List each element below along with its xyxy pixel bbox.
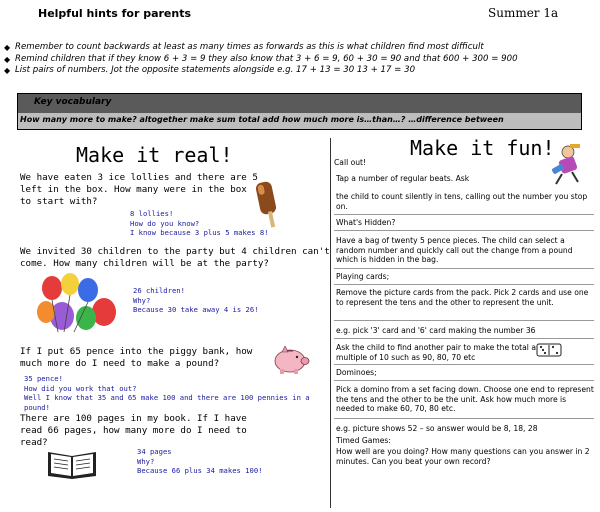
make-it-fun-heading: Make it fun! [410, 136, 555, 160]
party-balloons-icon [34, 272, 120, 338]
question-3: If I put 65 pence into the piggy bank, how much more do I need to make a pound? [20, 346, 253, 369]
call-out-instruction: Tap a number of regular beats. Ask [336, 174, 470, 183]
vocabulary-words: How many more to make? altogether make sum total add how much more is…than…? …difference between [20, 115, 504, 124]
game-whats-hidden: What's Hidden? [336, 218, 396, 227]
answer-line: Why? [133, 295, 151, 305]
answer-3 [24, 374, 330, 412]
divider [334, 268, 594, 269]
domino-icon [536, 342, 562, 356]
answer-line: Why? [137, 456, 155, 466]
answer-4 [137, 447, 307, 476]
divider [334, 320, 594, 321]
answer-2 [133, 286, 303, 315]
divider [334, 214, 594, 215]
playing-cards-followup: Ask the child to find another pair to make the total a multiple of 10 such as 90, 80, 70 etc [336, 343, 536, 362]
page-title: Helpful hints for parents [38, 7, 192, 20]
playing-cards-detail: Remove the picture cards from the pack. Pick 2 cards and use one to represent the tens and the other to represent the unit. [336, 288, 589, 307]
timed-games-detail: How well are you doing? How many questions can you answer in 2 minutes. Can you beat your own record? [336, 447, 590, 466]
answer-line: 34 pages [137, 447, 172, 456]
answer-1 [130, 209, 300, 238]
answer-line: Because 66 plus 34 makes 100! [137, 466, 263, 475]
game-call-out: Call out! [334, 158, 367, 167]
question-4: There are 100 pages in my book. If I have read 66 pages, how many more do I need to read? [20, 413, 247, 448]
hint-item: ◆ Remind children that if they know 6 + 3 = 9 they also know that 3 + 6 = 9, 60 + 30 = 90 and that 600 + 300 = 900 [4, 54, 596, 66]
answer-line: I know because 3 plus 5 makes 8! [130, 228, 269, 237]
call-out-detail: the child to count silently in tens, calling out the number you stop on. [336, 192, 588, 211]
hint-item: ◆ List pairs of numbers. Jot the opposite statements alongside e.g. 17 + 13 = 30 13 + 17 = 30 [4, 65, 596, 77]
open-book-icon [44, 446, 100, 480]
playing-cards-example: e.g. pick '3' card and '6' card making the number 36 [336, 326, 536, 335]
divider [334, 284, 594, 285]
divider [334, 380, 594, 381]
divider [334, 230, 594, 231]
answer-line: How did you work that out? [24, 383, 137, 393]
answer-line: 8 lollies! [130, 209, 174, 218]
hints-list [4, 42, 596, 77]
column-divider [330, 138, 331, 508]
game-dominoes: Dominoes; [336, 368, 377, 377]
whats-hidden-detail: Have a bag of twenty 5 pence pieces. The child can select a random number and quickly call out the change from a pound which is hidden in the bag. [336, 236, 573, 265]
game-timed: Timed Games: [336, 436, 391, 445]
piggy-bank-icon [270, 344, 312, 376]
divider [334, 418, 594, 419]
answer-line: How do you know? [130, 218, 200, 228]
divider [334, 338, 594, 339]
term-label: Summer 1a [488, 6, 559, 20]
answer-line: 35 pence! [24, 374, 63, 383]
dominoes-detail: Pick a domino from a set facing down. Choose one end to represent the tens and the other to be the unit. Ask how much more is needed to make 60, 70, 80 etc. [336, 385, 594, 414]
make-it-real-heading: Make it real! [76, 143, 233, 167]
answer-line: 26 children! [133, 286, 185, 295]
question-1: We have eaten 3 ice lollies and there are 5 left in the box. How many were in the box to start with? [20, 172, 258, 207]
vocabulary-label: Key vocabulary [34, 97, 112, 107]
dominoes-example: e.g. picture shows 52 – so answer would be 8, 18, 28 [336, 424, 538, 433]
answer-line: Well I know that 35 and 65 make 100 and there are 100 pennies in a pound! [24, 393, 310, 412]
question-2: We invited 30 children to the party but 4 children can't come. How many children will be at the party? [20, 246, 330, 269]
answer-line: Because 30 take away 4 is 26! [133, 305, 259, 314]
divider [334, 364, 594, 365]
hint-item: ◆ Remember to count backwards at least as many times as forwards as this is what children find most difficult [4, 42, 596, 54]
game-playing-cards: Playing cards; [336, 272, 390, 281]
